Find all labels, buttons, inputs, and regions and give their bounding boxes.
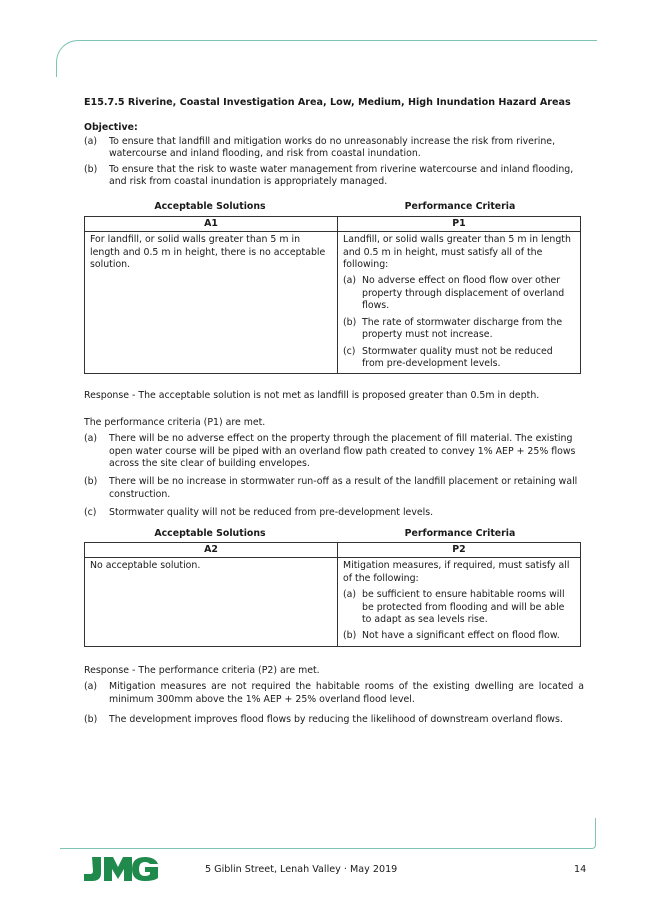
table-code-a2: A2 [85, 542, 338, 557]
page-frame-bottom [60, 818, 596, 849]
criteria-item [343, 346, 575, 371]
item-text: be sufficient to ensure habitable rooms will be protected from flooding and will be able to adapt as sea levels rise. [362, 589, 565, 625]
item-text: No adverse effect on flood flow over other property through displacement of overland flows. [362, 275, 565, 312]
item-label: (b) [84, 476, 98, 488]
criteria-intro: Landfill, or solid walls greater than 5 m in length and 0.5 m in height, must satisfy all of the following: [343, 234, 571, 271]
item-text: The rate of stormwater discharge from the property must not increase. [362, 316, 563, 341]
table-code-p2: P2 [338, 542, 581, 557]
item-text: There will be no adverse effect on the property through the placement of fill material. The existing open water course will be piped with an overland flow path created to convey 1% AEP + 25% flows across the site clear of building envelopes. [109, 433, 576, 469]
acceptable-solutions-title: Acceptable Solutions [154, 527, 266, 539]
pc1-met: The performance criteria (P1) are met. [84, 416, 266, 428]
item-label: (b) [84, 714, 98, 726]
item-label: (a) [343, 275, 357, 287]
response-item [84, 476, 584, 501]
item-label: (c) [84, 507, 97, 519]
criteria-item [343, 275, 575, 312]
criteria-table-2 [84, 542, 581, 647]
response-item [84, 714, 584, 726]
item-label: (b) [84, 163, 98, 175]
item-text: To ensure that landfill and mitigation works do no unreasonably increase the risk from riverine, watercourse and inland flooding, and risk from coastal inundation. [109, 135, 556, 160]
objective-title: Objective: [84, 122, 138, 134]
criteria-item [343, 630, 575, 642]
item-text: There will be no increase in stormwater run-off as a result of the landfill placement or retaining wall construction. [109, 476, 578, 500]
jmg-logo [82, 855, 160, 883]
table-code-a1: A1 [85, 216, 338, 231]
performance-criteria-title: Performance Criteria [404, 527, 516, 539]
performance-criteria-cell [338, 558, 581, 646]
item-text: Not have a significant effect on flood flow. [362, 630, 560, 642]
item-label: (a) [84, 681, 98, 693]
table1-titles [84, 201, 584, 213]
page-number: 14 [574, 864, 587, 875]
footer-text: 5 Giblin Street, Lenah Valley · May 2019 [205, 864, 398, 875]
item-label: (a) [84, 135, 98, 147]
item-text: Stormwater quality will not be reduced from pre-development levels. [109, 507, 434, 519]
response-2: Response - The performance criteria (P2) are met. [84, 664, 320, 676]
response-item [84, 433, 584, 470]
acceptable-solutions-title: Acceptable Solutions [154, 201, 266, 213]
response-item [84, 507, 584, 519]
item-label: (b) [343, 630, 357, 642]
response-item [84, 681, 584, 706]
item-text: Mitigation measures are not required the habitable rooms of the existing dwelling are located a minimum 300mm above the 1% AEP + 25% overland flood level. [109, 681, 584, 705]
item-text: Stormwater quality must not be reduced from pre-development levels. [362, 345, 553, 369]
page-frame-top [56, 40, 597, 77]
criteria-item [343, 317, 575, 342]
section-heading: E15.7.5 Riverine, Coastal Investigation Area, Low, Medium, High Inundation Hazard Areas [84, 97, 571, 108]
response-1: Response - The acceptable solution is not met as landfill is proposed greater than 0.5m in depth. [84, 390, 540, 402]
table2-titles [84, 528, 584, 540]
objective-item [84, 136, 584, 161]
acceptable-solution-cell: No acceptable solution. [85, 558, 338, 646]
acceptable-solution-cell: For landfill, or solid walls greater than 5 m in length and 0.5 m in height, there is no acceptable solution. [85, 232, 338, 374]
table-code-p1: P1 [338, 216, 581, 231]
objective-item [84, 164, 584, 189]
item-label: (c) [343, 345, 356, 357]
item-label: (a) [343, 589, 357, 601]
criteria-intro: Mitigation measures, if required, must satisfy all of the following: [343, 560, 570, 584]
item-text: The development improves flood flows by reducing the likelihood of downstream overland flows. [109, 714, 563, 726]
criteria-item [343, 589, 575, 626]
item-label: (a) [84, 433, 98, 445]
document-body [84, 97, 584, 729]
performance-criteria-cell [338, 232, 581, 374]
item-label: (b) [343, 316, 357, 328]
criteria-table-1 [84, 216, 581, 374]
item-text: To ensure that the risk to waste water management from riverine watercourse and inland flooding, and risk from coastal inundation is appropriately managed. [109, 163, 574, 188]
performance-criteria-title: Performance Criteria [404, 201, 516, 213]
